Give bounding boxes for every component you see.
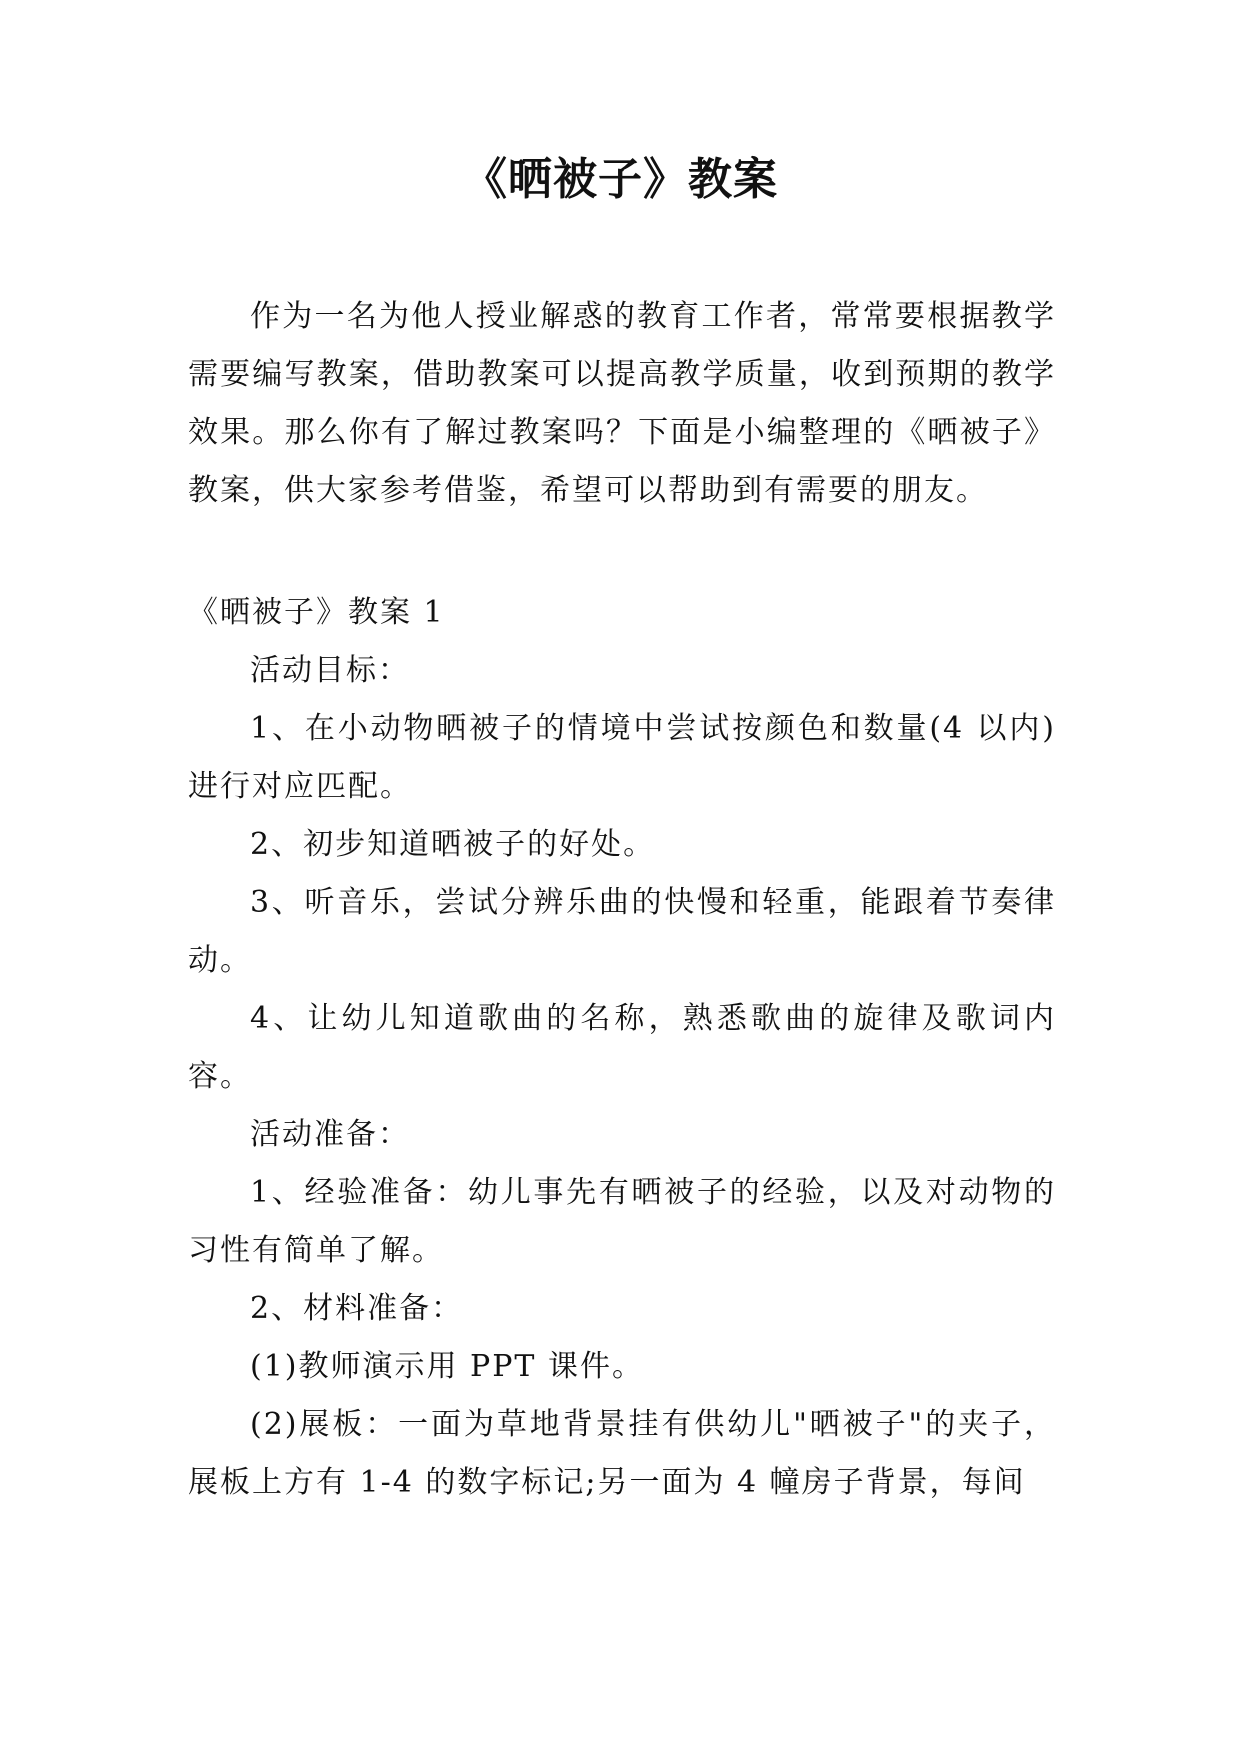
prep-heading: 活动准备： (250, 1117, 410, 1152)
goal-item: 4、让幼儿知道歌曲的名称，熟悉歌曲的旋律及歌词内容。 (188, 1001, 1056, 1094)
goal-item: 2、初步知道晒被子的好处。 (250, 827, 656, 862)
intro-paragraph: 作为一名为他人授业解惑的教育工作者，常常要根据教学需要编写教案，借助教案可以提高教学质量，收到预期的教学效果。那么你有了解过教案吗？下面是小编整理的《晒被子》教案，供大家参考借鉴，希望可以帮助到有需要的朋友。 (188, 299, 1056, 508)
prep-item: (2)展板：一面为草地背景挂有供幼儿"晒被子"的夹子，展板上方有 1-4 的数字标记;另一面为 4 幢房子背景，每间 (188, 1407, 1056, 1500)
prep-item: 2、材料准备： (250, 1291, 464, 1326)
goal-item: 1、在小动物晒被子的情境中尝试按颜色和数量(4 以内)进行对应匹配。 (188, 711, 1056, 804)
prep-item: (1)教师演示用 PPT 课件。 (250, 1349, 644, 1384)
goal-item: 3、听音乐，尝试分辨乐曲的快慢和轻重，能跟着节奏律动。 (188, 885, 1056, 978)
document-body (188, 288, 1056, 1512)
document-title: 《晒被子》教案 (463, 154, 778, 205)
section-title: 《晒被子》教案 1 (188, 595, 445, 630)
goals-heading: 活动目标： (250, 653, 410, 688)
prep-item: 1、经验准备：幼儿事先有晒被子的经验，以及对动物的习性有简单了解。 (188, 1175, 1056, 1268)
